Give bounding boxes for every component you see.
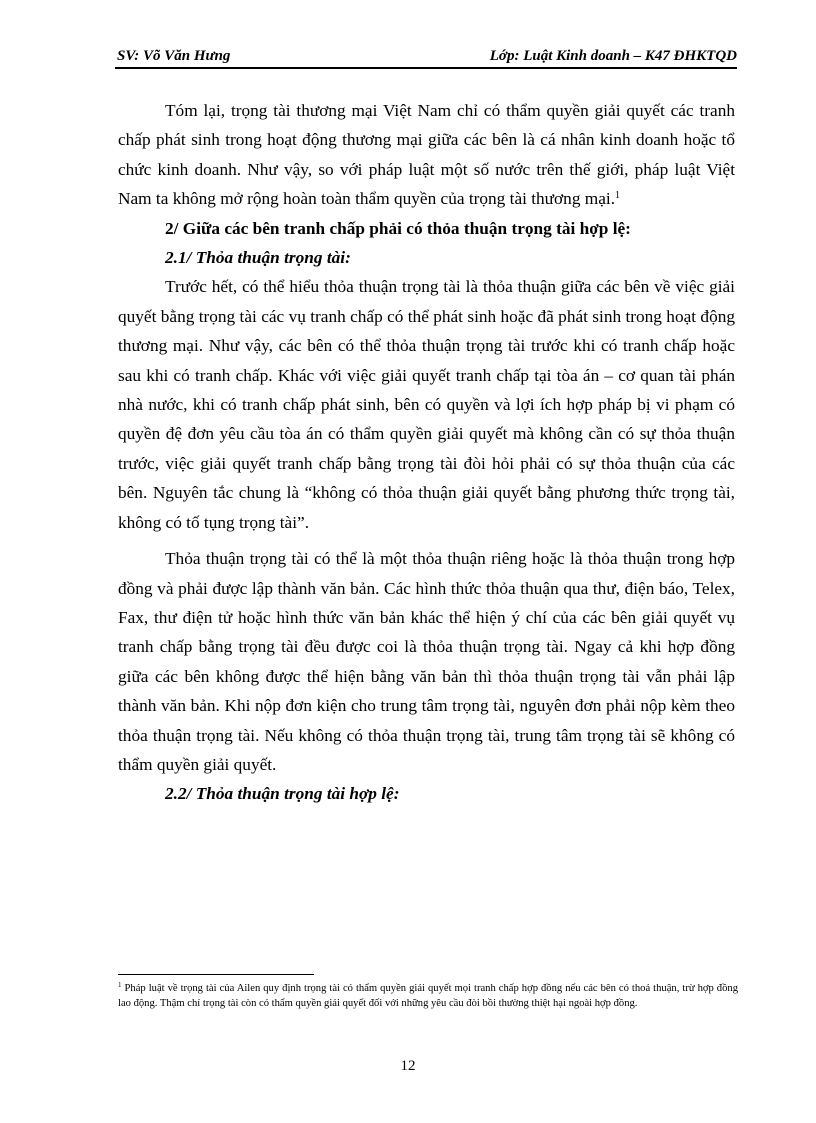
paragraph-summary [118, 96, 735, 214]
page-body [118, 96, 735, 809]
paragraph-arbitration-definition: Trước hết, có thể hiểu thỏa thuận trọng tài là thỏa thuận giữa các bên về việc giải quyết bằng trọng tài các vụ tranh chấp có thể phát sinh hoặc đã phát sinh trong hoạt động thương mại. Như vậy, các bên có thể thỏa thuận trọng tài trước khi có tranh chấp hoặc sau khi có tranh chấp. Khác với việc giải quyết tranh chấp tại tòa án – cơ quan tài phán nhà nước, khi có tranh chấp phát sinh, bên có quyền và lợi ích hợp pháp bị vi phạm có quyền đệ đơn yêu cầu tòa án có thẩm quyền giải quyết mà không cần có sự thỏa thuận trước, việc giải quyết tranh chấp bằng trọng tài đòi hỏi phải có sự thỏa thuận của các bên. Nguyên tắc chung là “không có thỏa thuận giải quyết bằng phương thức trọng tài, không có tố tụng trọng tài”. [118, 277, 735, 532]
header-student-name: SV: Võ Văn Hưng [117, 48, 231, 64]
section-heading-2: 2/ Giữa các bên tranh chấp phải có thỏa thuận trọng tài hợp lệ: [165, 218, 631, 238]
footnote-divider [118, 974, 314, 975]
header-divider [115, 67, 737, 69]
footnote [118, 981, 738, 1011]
page-number: 12 [400, 1058, 416, 1074]
paragraph-arbitration-form: Thỏa thuận trọng tài có thể là một thỏa thuận riêng hoặc là thỏa thuận trong hợp đồng và phải được lập thành văn bản. Các hình thức thỏa thuận qua thư, điện báo, Telex, Fax, thư điện tử hoặc hình thức văn bản khác thể hiện ý chí của các bên giải quyết vụ tranh chấp bằng trọng tài đều được coi là thỏa thuận trọng tài. Ngay cả khi hợp đồng giữa các bên không được thể hiện bằng văn bản thì thỏa thuận trọng tài vẫn phải lập thành văn bản. Khi nộp đơn kiện cho trung tâm trọng tài, nguyên đơn phải nộp kèm theo thỏa thuận trọng tài. Nếu không có thỏa thuận trọng tài, trung tâm trọng tài sẽ không có thẩm quyền giải quyết. [118, 549, 735, 774]
section-heading-2-2: 2.2/ Thỏa thuận trọng tài hợp lệ: [165, 784, 400, 804]
footnote-reference[interactable]: 1 [615, 190, 621, 202]
page-header [115, 48, 737, 68]
paragraph-summary-text: Tóm lại, trọng tài thương mại Việt Nam chỉ có thẩm quyền giải quyết các tranh chấp phát sinh trong hoạt động thương mại giữa các bên là cá nhân kinh doanh hoặc tổ chức kinh doanh. Như vậy, so với pháp luật một số nước trên thế giới, pháp luật Việt Nam ta không mở rộng hoàn toàn thẩm quyền của trọng tài thương mại. [118, 101, 735, 209]
section-heading-2-1: 2.1/ Thỏa thuận trọng tài: [165, 248, 351, 268]
footnote-marker: 1 [118, 981, 122, 989]
footnote-text: Pháp luật về trọng tài của Ailen quy định trọng tài có thẩm quyền giải quyết mọi tranh chấp hợp đồng nếu các bên có thoả thuận, trừ hợp đồng lao động. Thậm chí trọng tài còn có thẩm quyền giải quyết đối với những yêu cầu đòi bồi thường thiệt hại ngoài hợp đồng. [118, 983, 738, 1009]
header-class-info: Lớp: Luật Kinh doanh – K47 ĐHKTQD [489, 48, 737, 64]
